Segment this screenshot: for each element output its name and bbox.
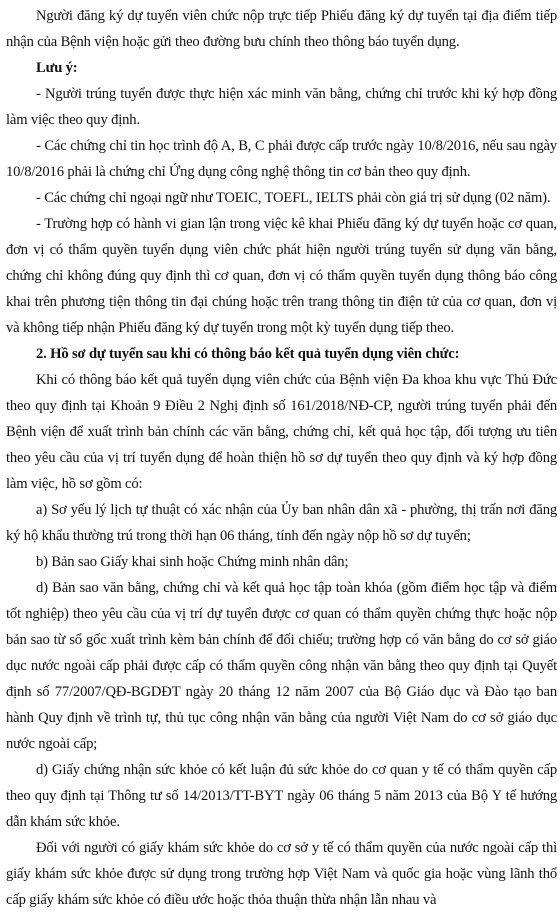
item-b-birth-certificate: b) Bản sao Giấy khai sinh hoặc Chứng minh nhân dân; bbox=[36, 554, 349, 570]
note-heading: Lưu ý: bbox=[36, 60, 78, 76]
note-verification: - Người trúng tuyển được thực hiện xác minh văn bằng, chứng chỉ trước khi ký hợp đồng làm việc theo quy định. bbox=[6, 86, 557, 128]
note-fraud: - Trường hợp có hành vi gian lận trong việc kê khai Phiếu đăng ký dự tuyển hoặc cơ quan, đơn vị có thẩm quyền tuyển dụng viên chức phát hiện người trúng tuyển sử dụng văn bằng, chứng chỉ không đúng quy định thì cơ quan, đơn vị có thẩm quyền tuyển dụng thông báo công khai trên phương tiện thông tin đại chúng hoặc trên trang thông tin điện tử của cơ quan, đơn vị và không tiếp nhận Phiếu đăng ký dự tuyển trong một kỳ tuyển dụng tiếp theo. bbox=[6, 216, 557, 336]
item-d-diplomas: d) Bản sao văn bằng, chứng chỉ và kết quả học tập toàn khóa (gồm điểm học tập và điểm tốt nghiệp) theo yêu cầu của vị trí dự tuyển được cơ quan có thẩm quyền chứng thực hoặc nộp bản sao từ sổ gốc xuất trình kèm bản chính để đối chiếu; trường hợp có văn bằng do cơ sở giáo dục nước ngoài cấp phải được cấp có thẩm quyền công nhận văn bằng theo quy định tại Quyết định số 77/2007/QĐ-BGDĐT ngày 20 tháng 12 năm 2007 của Bộ Giáo dục và Đào tạo ban hành Quy định về trình tự, thủ tục công nhận văn bằng của người Việt Nam do cơ sở giáo dục nước ngoài cấp; bbox=[6, 580, 557, 752]
paragraph-foreign-health-certificate: Đối với người có giấy khám sức khỏe do cơ sở y tế có thẩm quyền của nước ngoài cấp thì giấy khám sức khỏe được sử dụng trong trường hợp Việt Nam và quốc gia hoặc vùng lãnh thổ cấp giấy khám sức khỏe có điều ước hoặc thỏa thuận thừa nhận lẫn nhau và bbox=[6, 840, 557, 908]
paragraph-results-notice: Khi có thông báo kết quả tuyển dụng viên chức của Bệnh viện Đa khoa khu vực Thủ Đức theo quy định tại Khoản 9 Điều 2 Nghị định số 161/2018/NĐ-CP, người trúng tuyển phải đến Bệnh viện để xuất trình bản chính các văn bằng, chứng chỉ, kết quả học tập, đối tượng ưu tiên theo yêu cầu của vị trí tuyển dụng để hoàn thiện hồ sơ dự tuyển theo quy định và ký hợp đồng làm việc, hồ sơ gồm có: bbox=[6, 372, 557, 492]
item-a-resume: a) Sơ yếu lý lịch tự thuật có xác nhận của Ủy ban nhân dân xã - phường, thị trấn nơi đăng ký hộ khẩu thường trú trong thời hạn 06 tháng, tính đến ngày nộp hồ sơ dự tuyển; bbox=[6, 502, 557, 544]
note-it-certificates: - Các chứng chỉ tin học trình độ A, B, C phải được cấp trước ngày 10/8/2016, nếu sau ngày 10/8/2016 phải là chứng chỉ Ứng dụng công nghệ thông tin cơ bản theo quy định. bbox=[6, 138, 557, 180]
paragraph-submission: Người đăng ký dự tuyển viên chức nộp trực tiếp Phiếu đăng ký dự tuyển tại địa điểm tiếp nhận của Bệnh viện hoặc gửi theo đường bưu chính theo thông báo tuyển dụng. bbox=[6, 8, 557, 50]
note-language-certificates: - Các chứng chỉ ngoại ngữ như TOEIC, TOEFL, IELTS phải còn giá trị sử dụng (02 năm). bbox=[36, 190, 551, 206]
item-d-health-certificate: d) Giấy chứng nhận sức khỏe có kết luận đủ sức khỏe do cơ quan y tế có thẩm quyền cấp theo quy định tại Thông tư số 14/2013/TT-BYT ngày 06 tháng 5 năm 2013 của Bộ Y tế hướng dẫn khám sức khỏe. bbox=[6, 762, 557, 830]
section-2-heading: 2. Hồ sơ dự tuyển sau khi có thông báo kết quả tuyển dụng viên chức: bbox=[36, 346, 460, 362]
